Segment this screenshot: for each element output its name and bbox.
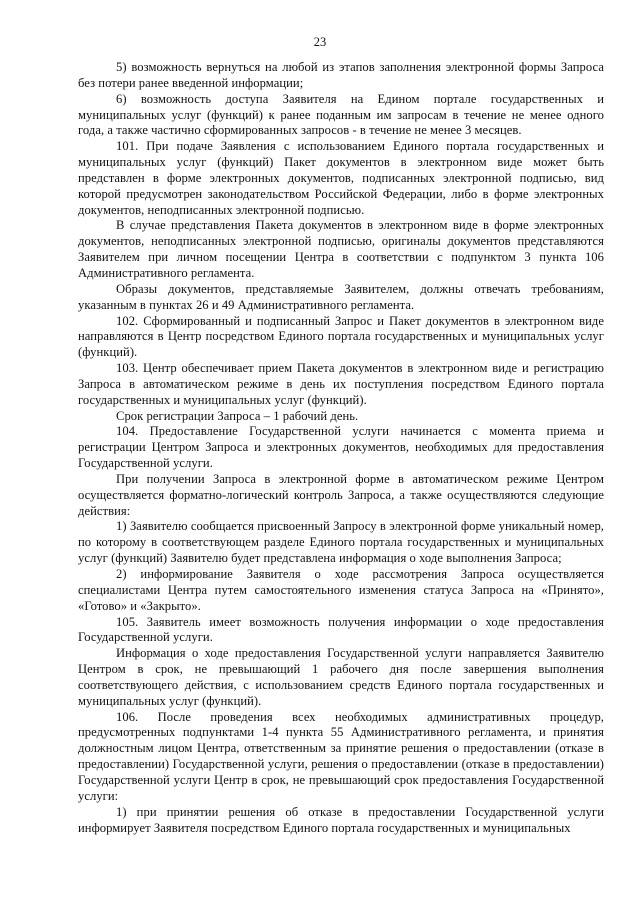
paragraph-103: 103. Центр обеспечивает прием Пакета документов в электронном виде и регистрацию Запроса в автоматическом режиме в день их поступления посредством Единого портала государственных и муниципальных услуг (функций). (78, 361, 604, 407)
paragraph-104-item-1: 1) Заявителю сообщается присвоенный Запросу в электронной форме уникальный номер, по которому в соответствующем разделе Единого портала государственных и муниципальных услуг (функций) Заявителю будет представлена информация о ходе выполнения Запроса; (78, 519, 604, 566)
paragraph-101: 101. При подаче Заявления с использованием Единого портала государственных и муниципальных услуг (функций) Пакет документов в электронном виде может быть представлен в форме электронных документов, подписанных электронной подписью, вид которой предусмотрен законодательством Российской Федерации, либо в форме электронных документов, неподписанных электронной подписью. (78, 139, 604, 217)
paragraph-item-6: 6) возможность доступа Заявителя на Едином портале государственных и муниципальных услуг (функций) к ранее поданным им запросам в течение не менее одного года, а также частично сформированных запросов - в течение не менее 3 месяцев. (78, 91, 604, 138)
paragraph-105: 105. Заявитель имеет возможность получения информации о ходе предоставления Государственной услуги. (78, 614, 604, 645)
paragraph-103-deadline: Срок регистрации Запроса – 1 рабочий день. (116, 408, 359, 423)
paragraph-101-originals: В случае представления Пакета документов в электронном виде в форме электронных документов, неподписанных электронной подписью, оригиналы документов представляются Заявителем при личном посещении Центра в соответствии с подпунктом 3 пункта 106 Административного регламента. (78, 218, 604, 280)
paragraph-item-5: 5) возможность вернуться на любой из этапов заполнения электронной формы Запроса без потери ранее введенной информации; (78, 60, 604, 90)
paragraph-106-item-1: 1) при принятии решения об отказе в предоставлении Государственной услуги информирует Заявителя посредством Единого портала государственных и муниципальных (78, 804, 604, 835)
document-body (78, 60, 604, 836)
paragraph-105-info: Информация о ходе предоставления Государственной услуги направляется Заявителю Центром в срок, не превышающий 1 рабочего дня после завершения выполнения соответствующего действия, с использованием средств Единого портала государственных и муниципальных услуг (функций). (78, 646, 604, 708)
paragraph-104-item-2: 2) информирование Заявителя о ходе рассмотрения Запроса осуществляется специалистами Центра путем самостоятельного изменения статуса Запроса на «Принято», «Готово» и «Закрыто». (78, 567, 604, 613)
paragraph-104-actions: При получении Запроса в электронной форме в автоматическом режиме Центром осуществляется форматно-логический контроль Запроса, а также осуществляются следующие действия: (78, 471, 604, 518)
page-number: 23 (313, 35, 327, 49)
paragraph-104: 104. Предоставление Государственной услуги начинается с момента приема и регистрации Центром Запроса и электронных документов, необходимых для предоставления Государственной услуги. (78, 424, 604, 471)
paragraph-101-images: Образы документов, представляемые Заявителем, должны отвечать требованиям, указанным в пунктах 26 и 49 Административного регламента. (78, 281, 604, 312)
paragraph-102: 102. Сформированный и подписанный Запрос и Пакет документов в электронном виде направляются в Центр посредством Единого портала государственных и муниципальных услуг (функций). (78, 313, 604, 360)
paragraph-106: 106. После проведения всех необходимых административных процедур, предусмотренных подпунктами 1-4 пункта 55 Административного регламента, и принятия должностным лицом Центра, ответственным за принятие решения о предоставлении (отказе в предоставлении) Государственной услуги, решения о предоставлении (отказе в предоставлении) Государственной услуги Центр в срок, не превышающий срок предоставления Государственной услуги: (78, 709, 604, 803)
